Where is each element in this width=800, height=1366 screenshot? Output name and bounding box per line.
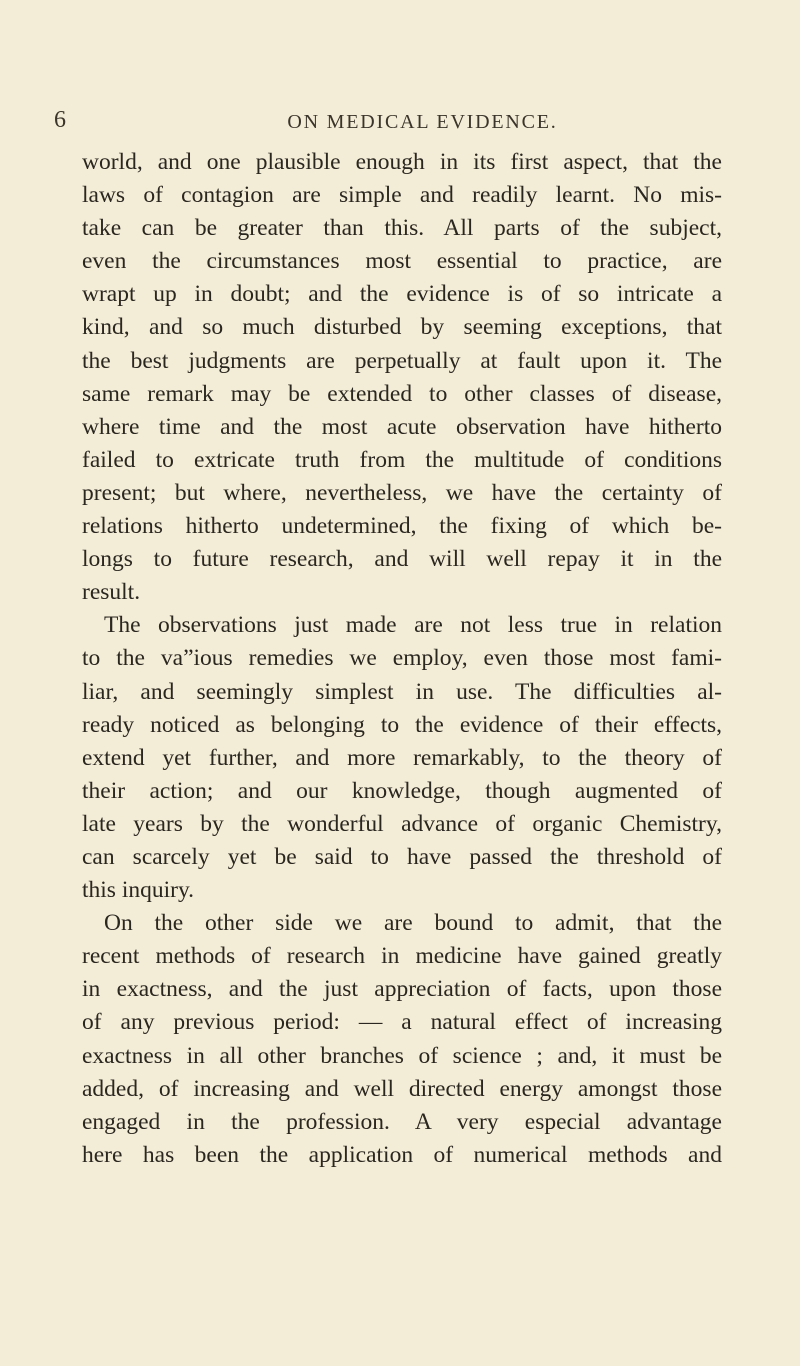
text-line: here has been the application of numerical methods and <box>82 1141 722 1168</box>
text-line: present; but where, nevertheless, we have the certainty of <box>82 479 722 506</box>
text-line: can scarcely yet be said to have passed the threshold of <box>82 843 722 870</box>
text-line: late years by the wonderful advance of organic Chemistry, <box>82 810 722 837</box>
text-line: the best judgments are perpetually at fault upon it. The <box>82 347 722 374</box>
text-line: added, of increasing and well directed energy amongst those <box>82 1075 722 1102</box>
text-line: relations hitherto undetermined, the fixing of which be- <box>82 513 722 540</box>
text-line: where time and the most acute observation have hitherto <box>82 413 722 440</box>
text-line: engaged in the profession. A very especial advantage <box>82 1108 722 1135</box>
text-line: On the other side we are bound to admit, that the <box>104 910 722 937</box>
text-line: wrapt up in doubt; and the evidence is of so intricate a <box>82 281 722 308</box>
text-line: liar, and seemingly simplest in use. The difficulties al- <box>82 678 722 705</box>
text-line: kind, and so much disturbed by seeming exceptions, that <box>82 314 722 341</box>
text-line: exactness in all other branches of science ; and, it must be <box>82 1042 722 1069</box>
text-line: in exactness, and the just appreciation of facts, upon those <box>82 976 722 1003</box>
page-number: 6 <box>54 107 66 133</box>
text-line: even the circumstances most essential to practice, are <box>82 248 722 275</box>
text-line: recent methods of research in medicine have gained greatly <box>82 943 722 970</box>
text-line: same remark may be extended to other classes of disease, <box>82 380 722 407</box>
text-line: The observations just made are not less true in relation <box>104 612 722 639</box>
text-line: ready noticed as belonging to the evidence of their effects, <box>82 711 722 738</box>
text-line: this inquiry. <box>82 877 195 904</box>
body-text <box>82 146 722 1172</box>
text-line: laws of contagion are simple and readily learnt. No mis- <box>82 182 722 209</box>
text-line: longs to future research, and will well repay it in the <box>82 546 722 573</box>
text-line: result. <box>82 579 141 606</box>
running-head: ON MEDICAL EVIDENCE. <box>287 111 558 133</box>
text-line: their action; and our knowledge, though augmented of <box>82 777 722 804</box>
text-line: take can be greater than this. All parts of the subject, <box>82 215 722 242</box>
text-line: world, and one plausible enough in its first aspect, that the <box>82 149 722 175</box>
text-line: extend yet further, and more remarkably, to the theory of <box>82 744 722 771</box>
text-line: to the va”ious remedies we employ, even those most fami- <box>82 645 722 672</box>
text-line: failed to extricate truth from the multitude of conditions <box>82 446 722 473</box>
text-line: of any previous period: — a natural effect of increasing <box>82 1009 722 1036</box>
